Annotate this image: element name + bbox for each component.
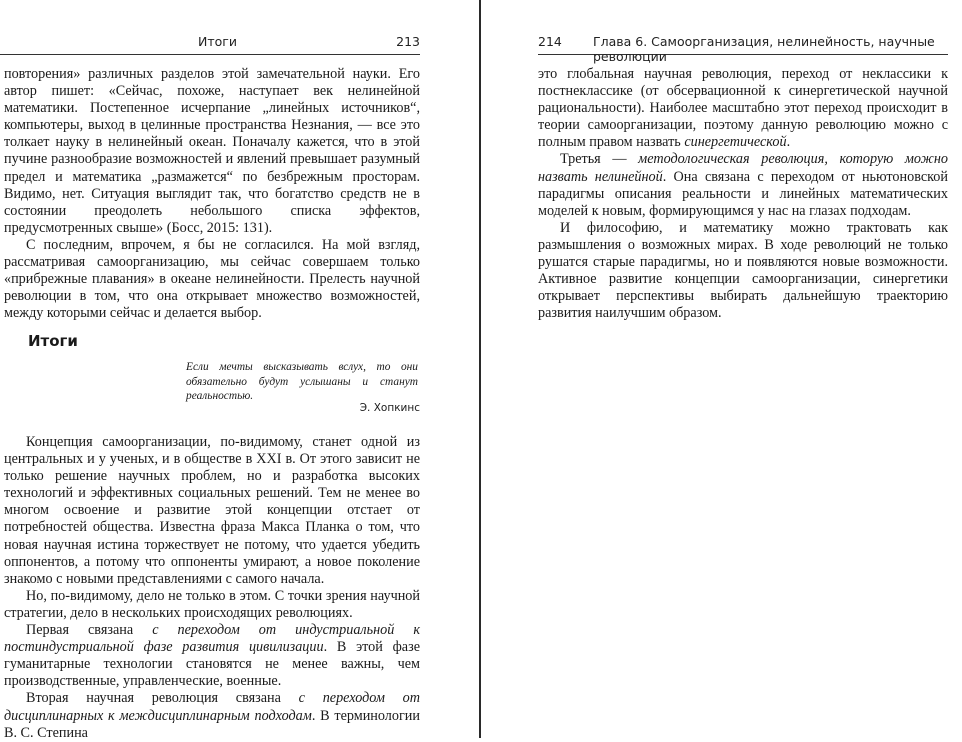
emphasis-text: с переходом от дисциплинарных к междисциплинарным подходам (4, 690, 420, 724)
page-number-left: 213 (396, 34, 420, 49)
text-run: . В этой фазе гуманитарные технологии становятся не менее важны, чем производственные, управленческие, военные. (4, 639, 420, 690)
epigraph: Если мечты высказывать вслух, то они обязательно будут услышаны и станут реальностью. (186, 361, 418, 403)
paragraph (538, 151, 948, 219)
running-head-title: Глава 6. Самоорганизация, нелинейность, научные революции (593, 34, 935, 64)
text-run: это глобальная научная революция, переход от неклассики к постнеклассике (от обсервационной к синергетической научной рациональности). Наиболее масштабно этот переход происходит в теории самоорганизации, поэтому данную революцию можно с полным правом назвать (538, 66, 948, 151)
running-head-left (0, 34, 420, 55)
paragraph: Но, по-видимому, дело не только в этом. С точки зрения научной стратегии, дело в нескольких происходящих революциях. (4, 587, 420, 621)
left-page (0, 0, 478, 741)
right-body (538, 66, 948, 322)
page-number-right: 214 (538, 34, 562, 49)
paragraph (4, 690, 420, 741)
page-gutter-divider (479, 0, 481, 738)
paragraph: И философию, и математику можно трактовать как размышления о возможных мирах. В ходе революций не только рушатся старые парадигмы, но и появляются новые возможности. Активное развитие концепции самоорганизации, синергетики открывает перспективы выбирать дальнейшую траекторию развития наилучшим образом. (538, 219, 948, 322)
paragraph-continued: повторения» различных разделов этой замечательной науки. Его автор пишет: «Сейчас, похоже, наступает век нелинейной математики. Постепенное исчерпание „линейных источников“, компьютеры, выход в целинные пространства Незнания, — все это толкает науку в нелинейный океан. Поначалу кажется, что в этой пучине разнообразие возможностей и явлений превышает разумный предел и математика „размажется“ по безбрежным просторам. Видимо, нет. Ситуация выглядит так, что богатство средств не в состоянии преодолеть небольшого списка эффектов, предусмотренных свыше» (Босс, 2015: 131). (4, 66, 420, 236)
running-head-right (538, 34, 948, 64)
paragraph-continued (538, 66, 948, 151)
paragraph (4, 622, 420, 690)
running-head-title: Итоги (198, 34, 237, 49)
paragraph: С последним, впрочем, я бы не согласился. На мой взгляд, рассматривая самоорганизацию, мы сейчас совершаем только «прибрежные плавания» в океане нелинейности. Прелесть научной революции в том, что она открывает множество возможностей, между которыми сейчас и делается выбор. (4, 236, 420, 322)
left-body-top (4, 66, 420, 322)
text-run: Третья — (560, 151, 639, 168)
text-run: . Она связана с переходом от ньютоновской парадигмы описания реальности и линейных математических моделей к новым, формирующимся у нас на глазах подходам. (538, 168, 948, 219)
emphasis-text: методологическая революция, которую можно назвать нелинейной (538, 151, 948, 185)
section-heading: Итоги (28, 332, 78, 350)
text-run: Первая связана (26, 622, 153, 639)
emphasis-text: с переходом от индустриальной к постиндустриальной фазе развития цивилизации (4, 622, 420, 656)
text-run: . В терминологии В. С. Степина (4, 707, 420, 741)
left-body-bottom (4, 434, 420, 742)
emphasis-text: синергетической (684, 134, 787, 151)
right-page (483, 0, 962, 738)
text-run: . (786, 134, 791, 151)
paragraph: Концепция самоорганизации, по-видимому, станет одной из центральных и у ученых, и в обществе в XXI в. От этого зависит не только решение научных проблем, но и разработка высоких технологий и эффективных социальных решений. Тем не менее во многом освоение и развитие этой концепции отстает от потребностей общества. Известна фраза Макса Планка о том, что новая научная истина торжествует не потому, что удается убедить оппонентов, а потому что оппоненты умирают, а новое поколение знакомо с новыми представлениями с самого начала. (4, 434, 420, 587)
epigraph-author: Э. Хопкинс (359, 402, 420, 414)
text-run: Вторая научная революция связана (26, 690, 299, 707)
